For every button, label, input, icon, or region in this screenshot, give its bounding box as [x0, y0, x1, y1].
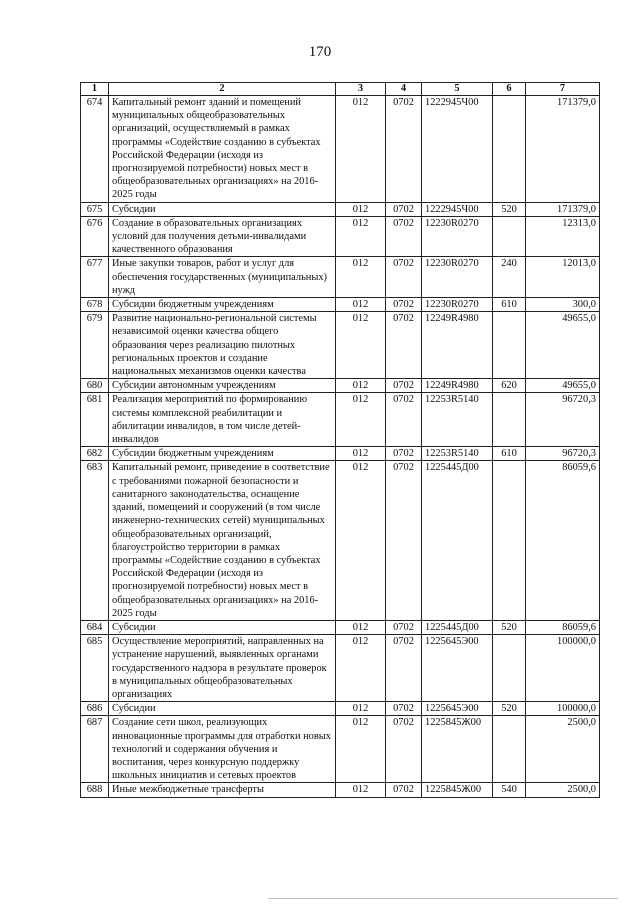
column-header: 3 — [336, 83, 386, 96]
table-row — [81, 635, 600, 702]
row-amount: 2500,0 — [526, 716, 600, 783]
row-name: Иные закупки товаров, работ и услуг для обеспечения государственных (муниципальных) нужд — [109, 257, 336, 298]
row-section: 0702 — [386, 202, 422, 216]
row-section: 0702 — [386, 257, 422, 298]
row-number: 688 — [81, 783, 109, 797]
row-name: Развитие национально-региональной системы независимой оценки качества общего образования через реализацию пилотных региональных проектов и создание национальных механизмов оценки качества — [109, 312, 336, 379]
table-row — [81, 620, 600, 634]
row-number: 676 — [81, 216, 109, 257]
table-row — [81, 202, 600, 216]
row-section: 0702 — [386, 716, 422, 783]
row-section: 0702 — [386, 783, 422, 797]
row-number: 685 — [81, 635, 109, 702]
row-name: Субсидии — [109, 702, 336, 716]
row-ministry: 012 — [336, 96, 386, 203]
row-target: 1225445Д00 — [422, 620, 493, 634]
row-target: 12253R5140 — [422, 447, 493, 461]
row-number: 683 — [81, 461, 109, 620]
page-number: 170 — [308, 44, 332, 60]
row-target: 1225445Д00 — [422, 461, 493, 620]
column-header: 4 — [386, 83, 422, 96]
row-amount: 12013,0 — [526, 257, 600, 298]
column-header: 2 — [109, 83, 336, 96]
table-row — [81, 783, 600, 797]
row-ministry: 012 — [336, 202, 386, 216]
row-number: 681 — [81, 393, 109, 447]
row-amount: 49655,0 — [526, 379, 600, 393]
row-expense-type — [493, 635, 526, 702]
row-target: 12230R0270 — [422, 216, 493, 257]
column-header: 7 — [526, 83, 600, 96]
row-target: 1222945Ч00 — [422, 202, 493, 216]
row-target: 1225845Ж00 — [422, 716, 493, 783]
row-name: Субсидии — [109, 620, 336, 634]
table-row — [81, 298, 600, 312]
row-section: 0702 — [386, 702, 422, 716]
row-target: 1225645Э00 — [422, 635, 493, 702]
row-ministry: 012 — [336, 393, 386, 447]
row-name: Осуществление мероприятий, направленных на устранение нарушений, выявленных органами государственного надзора в результате проверок в муниципальных общеобразовательных организациях — [109, 635, 336, 702]
row-expense-type — [493, 461, 526, 620]
row-name: Субсидии бюджетным учреждениям — [109, 298, 336, 312]
row-target: 1222945Ч00 — [422, 96, 493, 203]
row-ministry: 012 — [336, 216, 386, 257]
row-section: 0702 — [386, 620, 422, 634]
row-number: 684 — [81, 620, 109, 634]
table-row — [81, 447, 600, 461]
row-number: 687 — [81, 716, 109, 783]
row-amount: 100000,0 — [526, 702, 600, 716]
row-expense-type: 240 — [493, 257, 526, 298]
row-amount: 300,0 — [526, 298, 600, 312]
table-row — [81, 216, 600, 257]
row-section: 0702 — [386, 461, 422, 620]
row-target: 1225645Э00 — [422, 702, 493, 716]
row-target: 12230R0270 — [422, 257, 493, 298]
row-expense-type: 520 — [493, 202, 526, 216]
row-ministry: 012 — [336, 257, 386, 298]
row-section: 0702 — [386, 96, 422, 203]
row-number: 682 — [81, 447, 109, 461]
row-section: 0702 — [386, 447, 422, 461]
row-target: 1225845Ж00 — [422, 783, 493, 797]
page-edge-line — [268, 898, 618, 899]
row-expense-type: 520 — [493, 702, 526, 716]
table-row — [81, 96, 600, 203]
row-name: Реализация мероприятий по формированию системы комплексной реабилитации и абилитации инвалидов, в том числе детей-инвалидов — [109, 393, 336, 447]
row-name: Создание в образовательных организациях условий для получения детьми-инвалидами качественного образования — [109, 216, 336, 257]
row-number: 678 — [81, 298, 109, 312]
row-name: Иные межбюджетные трансферты — [109, 783, 336, 797]
row-section: 0702 — [386, 298, 422, 312]
row-number: 680 — [81, 379, 109, 393]
row-ministry: 012 — [336, 620, 386, 634]
row-amount: 86059,6 — [526, 620, 600, 634]
row-name: Капитальный ремонт, приведение в соответствие с требованиями пожарной безопасности и санитарного законодательства, оснащение зданий, помещений и сооружений (в том числе инженерно-технических сетей) муниципальных общеобразовательных организаций, благоустройство территории в рамках программы «Содействие созданию в субъектах Российской Федерации (исходя из прогнозируемой потребности) новых мест в общеобразовательных организациях» на 2016-2025 годы — [109, 461, 336, 620]
row-amount: 171379,0 — [526, 202, 600, 216]
row-name: Субсидии автономным учреждениям — [109, 379, 336, 393]
row-ministry: 012 — [336, 312, 386, 379]
column-header: 5 — [422, 83, 493, 96]
row-number: 674 — [81, 96, 109, 203]
row-number: 677 — [81, 257, 109, 298]
row-name: Капитальный ремонт зданий и помещений муниципальных общеобразовательных организаций, осуществляемый в рамках программы «Содействие созданию в субъектах Российской Федерации (исходя из прогнозируемой потребности) новых мест в общеобразовательных организациях» на 2016-2025 годы — [109, 96, 336, 203]
column-header: 6 — [493, 83, 526, 96]
row-section: 0702 — [386, 393, 422, 447]
column-header: 1 — [81, 83, 109, 96]
budget-table — [80, 82, 600, 798]
row-ministry: 012 — [336, 635, 386, 702]
row-amount: 171379,0 — [526, 96, 600, 203]
row-ministry: 012 — [336, 716, 386, 783]
row-amount: 100000,0 — [526, 635, 600, 702]
table-row — [81, 257, 600, 298]
row-amount: 96720,3 — [526, 393, 600, 447]
row-expense-type — [493, 96, 526, 203]
row-amount: 86059,6 — [526, 461, 600, 620]
row-section: 0702 — [386, 635, 422, 702]
row-section: 0702 — [386, 216, 422, 257]
row-ministry: 012 — [336, 783, 386, 797]
row-number: 679 — [81, 312, 109, 379]
table-row — [81, 379, 600, 393]
row-expense-type: 620 — [493, 379, 526, 393]
row-name: Создание сети школ, реализующих инновационные программы для отработки новых технологий и содержания обучения и воспитания, через конкурсную поддержку школьных инициатив и сетевых проектов — [109, 716, 336, 783]
row-ministry: 012 — [336, 379, 386, 393]
row-target: 12249R4980 — [422, 312, 493, 379]
row-target: 12253R5140 — [422, 393, 493, 447]
row-amount: 96720,3 — [526, 447, 600, 461]
row-expense-type — [493, 716, 526, 783]
row-expense-type — [493, 312, 526, 379]
row-amount: 2500,0 — [526, 783, 600, 797]
row-ministry: 012 — [336, 298, 386, 312]
row-name: Субсидии — [109, 202, 336, 216]
row-amount: 49655,0 — [526, 312, 600, 379]
table-row — [81, 461, 600, 620]
row-expense-type: 540 — [493, 783, 526, 797]
row-expense-type: 610 — [493, 298, 526, 312]
row-ministry: 012 — [336, 447, 386, 461]
row-ministry: 012 — [336, 702, 386, 716]
row-name: Субсидии бюджетным учреждениям — [109, 447, 336, 461]
table-row — [81, 716, 600, 783]
row-number: 675 — [81, 202, 109, 216]
row-section: 0702 — [386, 312, 422, 379]
row-target: 12249R4980 — [422, 379, 493, 393]
table-header-row — [81, 83, 600, 96]
table-row — [81, 702, 600, 716]
table-row — [81, 393, 600, 447]
row-expense-type — [493, 393, 526, 447]
row-expense-type — [493, 216, 526, 257]
row-amount: 12313,0 — [526, 216, 600, 257]
row-number: 686 — [81, 702, 109, 716]
table-row — [81, 312, 600, 379]
row-expense-type: 520 — [493, 620, 526, 634]
row-section: 0702 — [386, 379, 422, 393]
row-expense-type: 610 — [493, 447, 526, 461]
row-target: 12230R0270 — [422, 298, 493, 312]
row-ministry: 012 — [336, 461, 386, 620]
